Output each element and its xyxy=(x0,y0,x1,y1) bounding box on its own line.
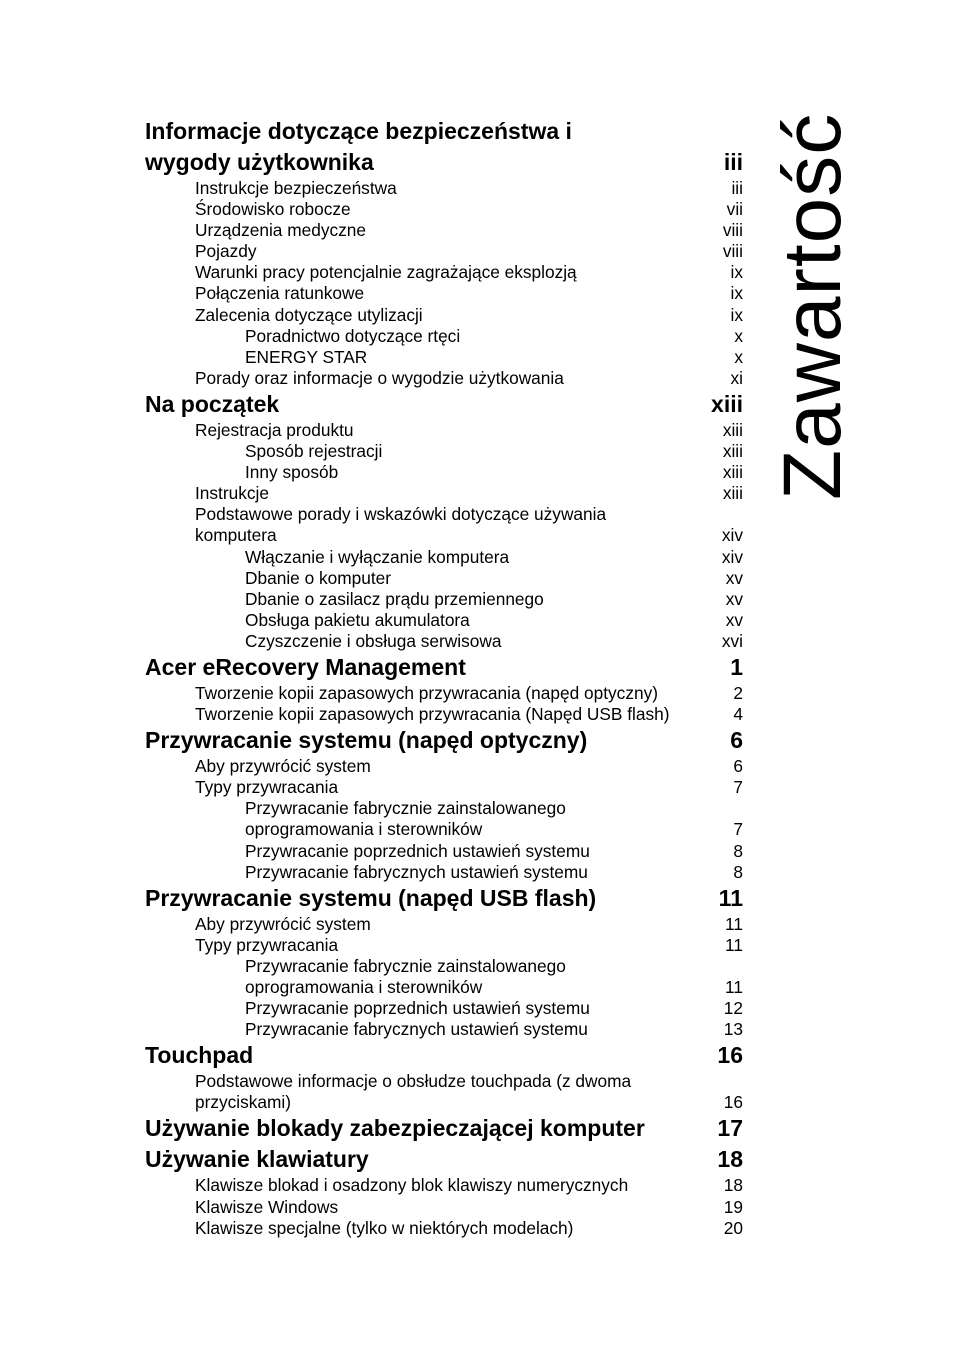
toc-entry-page-number: ix xyxy=(730,283,743,304)
toc-entry-title: Aby przywrócić system xyxy=(195,756,371,777)
toc-entry-title: Dbanie o komputer xyxy=(245,567,392,588)
toc-entry-title: Touchpad xyxy=(145,1042,254,1069)
toc-entry-title: Przywracanie systemu (napęd USB flash) xyxy=(145,884,597,911)
toc-entry-title: Włączanie i wyłączanie komputera xyxy=(245,546,510,567)
toc-entry-page-number: xiii xyxy=(722,483,743,504)
toc-section-entry[interactable] xyxy=(145,935,743,956)
toc-section-entry[interactable] xyxy=(145,220,743,241)
toc-entry-title: Na początek xyxy=(145,390,280,417)
toc-entry-page-number: 18 xyxy=(723,1175,743,1196)
toc-section-entry[interactable] xyxy=(145,199,743,220)
toc-section-entry[interactable] xyxy=(145,914,743,935)
toc-entry-title: Porady oraz informacje o wygodzie użytkowania xyxy=(195,367,564,388)
toc-entry-page-number: 20 xyxy=(723,1217,743,1238)
toc-entry-page-number: 11 xyxy=(725,934,743,955)
toc-section-entry[interactable] xyxy=(145,283,743,304)
toc-section-entry[interactable] xyxy=(145,262,743,283)
toc-section-entry[interactable] xyxy=(145,504,743,546)
toc-entry-title: Klawisze blokad i osadzony blok klawiszy numerycznych xyxy=(195,1175,629,1196)
toc-entry-page-number: xiv xyxy=(721,525,743,546)
toc-section-entry[interactable] xyxy=(145,631,743,652)
toc-entry-page-number: viii xyxy=(722,241,743,262)
toc-entry-title: Przywracanie systemu (napęd optyczny) xyxy=(145,727,588,754)
toc-entry-page-number: xiii xyxy=(722,462,743,483)
toc-entry-title: Acer eRecovery Management xyxy=(145,653,466,680)
toc-section-entry[interactable] xyxy=(145,178,743,199)
toc-entry-title: Aby przywrócić system xyxy=(195,913,371,934)
toc-section-entry[interactable] xyxy=(145,347,743,368)
toc-entry-page-number: iii xyxy=(723,149,743,175)
toc-section-entry[interactable] xyxy=(145,1175,743,1196)
toc-section-entry[interactable] xyxy=(145,368,743,389)
toc-entry-page-number: x xyxy=(734,346,743,367)
toc-section-entry[interactable] xyxy=(145,841,743,862)
toc-entry-page-number: xvi xyxy=(721,630,743,651)
toc-entry-title: Używanie blokady zabezpieczającej komputer xyxy=(145,1115,645,1142)
toc-section-entry[interactable] xyxy=(145,777,743,798)
toc-entry-page-number: viii xyxy=(722,220,743,241)
toc-entry-title: Przywracanie poprzednich ustawień systemu xyxy=(245,840,590,861)
toc-entry-page-number: 17 xyxy=(717,1115,743,1142)
toc-section-entry[interactable] xyxy=(145,326,743,347)
toc-entry-title: Instrukcje bezpieczeństwa xyxy=(195,178,397,198)
toc-entry-page-number: iii xyxy=(731,178,743,198)
toc-entry-page-number: 1 xyxy=(730,653,743,680)
toc-section-entry[interactable] xyxy=(145,1019,743,1040)
toc-section-entry[interactable] xyxy=(145,441,743,462)
toc-entry-page-number: 18 xyxy=(717,1146,743,1173)
toc-entry-title: Warunki pracy potencjalnie zagrażające eksplozją xyxy=(195,262,577,283)
toc-entry-page-number: xv xyxy=(725,609,743,630)
toc-entry-page-number: xi xyxy=(730,367,743,388)
toc-entry-page-number: xv xyxy=(725,567,743,588)
toc-section-entry[interactable] xyxy=(145,683,743,704)
toc-entry-page-number: 13 xyxy=(723,1019,743,1040)
toc-section-entry[interactable] xyxy=(145,998,743,1019)
toc-entry-title: Połączenia ratunkowe xyxy=(195,283,365,304)
toc-entry-title: Obsługa pakietu akumulatora xyxy=(245,609,470,630)
toc-entry-title: Klawisze specjalne (tylko w niektórych modelach) xyxy=(195,1217,574,1238)
toc-chapter-entry[interactable] xyxy=(145,1144,743,1175)
toc-entry-title: Zalecenia dotyczące utylizacji xyxy=(195,304,423,325)
toc-section-entry[interactable] xyxy=(145,568,743,589)
toc-chapter-entry[interactable] xyxy=(145,1040,743,1071)
toc-entry-page-number: 2 xyxy=(733,682,743,703)
toc-entry-title: Poradnictwo dotyczące rtęci xyxy=(245,325,461,346)
toc-entry-page-number: xiii xyxy=(711,390,743,417)
toc-entry-page-number: 7 xyxy=(733,819,743,840)
toc-entry-title: Urządzenia medyczne xyxy=(195,220,366,241)
toc-entry-title: Podstawowe porady i wskazówki dotyczące używania komputera xyxy=(195,504,607,546)
toc-entry-page-number: 11 xyxy=(725,977,743,997)
toc-entry-page-number: 12 xyxy=(723,998,743,1019)
toc-entry-title: Rejestracja produktu xyxy=(195,419,354,440)
toc-entry-page-number: 11 xyxy=(725,913,743,934)
toc-entry-page-number: 8 xyxy=(733,840,743,861)
toc-entry-page-number: 6 xyxy=(730,727,743,754)
toc-entry-page-number: 11 xyxy=(718,884,743,911)
toc-chapter-entry[interactable] xyxy=(145,652,743,683)
toc-entry-page-number: vii xyxy=(726,199,743,220)
toc-entry-title: Środowisko robocze xyxy=(195,199,351,220)
toc-chapter-entry[interactable] xyxy=(145,1113,743,1144)
toc-entry-title: Podstawowe informacje o obsłudze touchpada (z dwoma przyciskami) xyxy=(195,1071,632,1113)
toc-entry-title: Typy przywracania xyxy=(195,777,339,798)
toc-entry-title: Typy przywracania xyxy=(195,934,339,955)
toc-chapter-entry[interactable] xyxy=(145,883,743,914)
toc-entry-page-number: 4 xyxy=(733,704,743,725)
toc-entry-page-number: xiii xyxy=(722,419,743,440)
toc-entry-title: Przywracanie fabrycznych ustawień systemu xyxy=(245,1019,588,1040)
toc-section-entry[interactable] xyxy=(145,956,743,998)
toc-entry-title: ENERGY STAR xyxy=(245,346,368,367)
toc-entry-title: Przywracanie poprzednich ustawień systemu xyxy=(245,998,590,1019)
toc-entry-page-number: xv xyxy=(725,588,743,609)
toc-entry-title: Przywracanie fabrycznych ustawień systemu xyxy=(245,861,588,882)
toc-section-entry[interactable] xyxy=(145,1197,743,1218)
toc-entry-page-number: xiii xyxy=(722,441,743,462)
toc-entry-page-number: 6 xyxy=(733,756,743,777)
toc-entry-page-number: ix xyxy=(730,304,743,325)
toc-chapter-entry[interactable] xyxy=(145,389,743,420)
toc-section-entry[interactable] xyxy=(145,420,743,441)
toc-section-entry[interactable] xyxy=(145,305,743,326)
toc-entry-page-number: x xyxy=(734,325,743,346)
toc-entry-title: Inny sposób xyxy=(245,462,339,483)
toc-entry-title: Przywracanie fabrycznie zainstalowanego oprogramowania i sterowników xyxy=(245,955,566,997)
toc-entry-title: Tworzenie kopii zapasowych przywracania (Napęd USB flash) xyxy=(195,704,670,725)
toc-section-entry[interactable] xyxy=(145,862,743,883)
toc-entry-title: Informacje dotyczące bezpieczeństwa i wygody użytkownika xyxy=(145,118,572,175)
toc-section-entry[interactable] xyxy=(145,1071,743,1113)
toc-entry-page-number: ix xyxy=(730,262,743,283)
toc-entry-title: Sposób rejestracji xyxy=(245,441,383,462)
toc-entry-title: Instrukcje xyxy=(195,483,269,504)
toc-entry-title: Dbanie o zasilacz prądu przemiennego xyxy=(245,588,544,609)
toc-entry-page-number: xiv xyxy=(721,546,743,567)
toc-section-entry[interactable] xyxy=(145,241,743,262)
toc-entry-title: Klawisze Windows xyxy=(195,1196,339,1217)
toc-section-entry[interactable] xyxy=(145,704,743,725)
toc-section-entry[interactable] xyxy=(145,483,743,504)
toc-entry-title: Pojazdy xyxy=(195,241,257,262)
page-title: Zawartość xyxy=(767,112,858,500)
toc-section-entry[interactable] xyxy=(145,610,743,631)
table-of-contents xyxy=(145,116,743,1239)
toc-entry-title: Czyszczenie i obsługa serwisowa xyxy=(245,630,502,651)
toc-entry-page-number: 16 xyxy=(723,1092,743,1113)
toc-entry-page-number: 7 xyxy=(733,777,743,798)
toc-section-entry[interactable] xyxy=(145,1218,743,1239)
toc-entry-title: Przywracanie fabrycznie zainstalowanego oprogramowania i sterowników xyxy=(245,798,566,840)
toc-entry-page-number: 8 xyxy=(733,861,743,882)
toc-chapter-entry[interactable] xyxy=(145,116,743,178)
toc-section-entry[interactable] xyxy=(145,756,743,777)
toc-section-entry[interactable] xyxy=(145,547,743,568)
toc-entry-title: Tworzenie kopii zapasowych przywracania (napęd optyczny) xyxy=(195,682,658,703)
toc-section-entry[interactable] xyxy=(145,589,743,610)
toc-section-entry[interactable] xyxy=(145,798,743,840)
toc-entry-title: Używanie klawiatury xyxy=(145,1146,369,1173)
toc-entry-page-number: 19 xyxy=(723,1196,743,1217)
toc-entry-page-number: 16 xyxy=(717,1042,743,1069)
toc-chapter-entry[interactable] xyxy=(145,725,743,756)
toc-section-entry[interactable] xyxy=(145,462,743,483)
